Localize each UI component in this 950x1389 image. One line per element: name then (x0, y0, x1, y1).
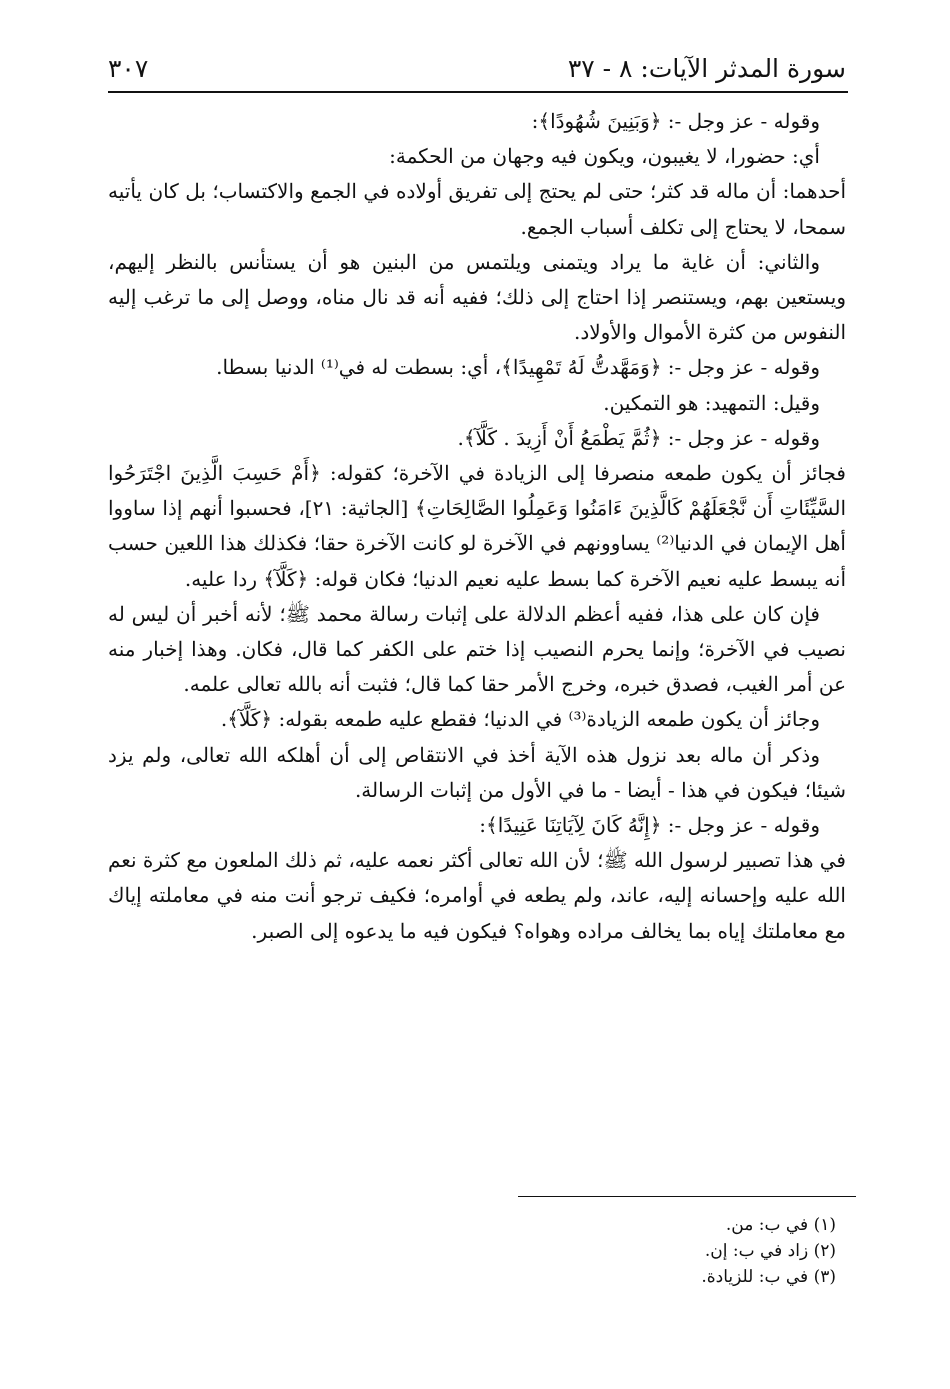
paragraph: وقوله - عز وجل -: ﴿ثُمَّ يَطْمَعُ أَنْ أَزِيدَ . كَلَّآ﴾. (457, 425, 820, 450)
paragraph: وقوله - عز وجل -: ﴿وَبَنِينَ شُهُودًا﴾: (531, 109, 820, 133)
footnote: (٢) زاد في ب: إن. (704, 1241, 836, 1261)
paragraph: وقوله - عز وجل -: ﴿إِنَّهُ كَانَ لِآيَاتِنَا عَنِيدًا﴾: (479, 813, 820, 838)
paragraph: أحدهما: أن ماله قد كثر؛ حتى لم يحتج إلى تفريق أولاده في الجمع والاكتساب؛ بل كان يأتيه سمحا، لا يحتاج إلى تكلف أسباب الجمع. (108, 179, 846, 239)
paragraph: في هذا تصبير لرسول الله ﷺ؛ لأن الله تعالى أكثر نعمه عليه، ثم ذلك الملعون مع كثرة نعم الله عليه وإحسانه إليه، عاند، ولم يطعه في أوامره؛ فكيف ترجو أنت منه في معاملته إياك مع معاملتك إياه بما يخالف مراده وهواه؟ فيكون فيه ما يدعوه إلى الصبر. (108, 848, 846, 943)
paragraph: وذكر أن ماله بعد نزول هذه الآية أخذ في الانتقاص إلى أن أهلكه الله تعالى، ولم يزد شيئا؛ فيكون في هذا - أيضا - ما في الأول من إثبات الرسالة. (108, 742, 846, 802)
footnote: (٣) في ب: للزيادة. (701, 1267, 836, 1287)
footnote: (١) في ب: من. (725, 1215, 836, 1235)
page-header (108, 52, 846, 90)
paragraph: وقوله - عز وجل -: ﴿وَمَهَّدتُّ لَهُ تَمْهِيدًا﴾، أي: بسطت له في⁽¹⁾ الدنيا بسطا. (216, 355, 820, 380)
paragraph: أي: حضورا، لا يغيبون، ويكون فيه وجهان من الحكمة: (389, 144, 820, 169)
running-title: سورة المدثر الآيات: ٨ - ٣٧ (567, 54, 846, 83)
footnotes (108, 1212, 848, 1290)
page-number: ٣٠٧ (108, 54, 149, 83)
paragraph: وقيل: التمهيد: هو التمكين. (603, 390, 820, 415)
footnote-divider (518, 1196, 856, 1197)
header-divider (108, 91, 848, 93)
paragraph: فإن كان على هذا، ففيه أعظم الدلالة على إثبات رسالة محمد ﷺ؛ لأنه أخبر أن ليس له نصيب في الآخرة؛ وإنما يحرم النصيب إذا ختم على الكفر كما قال، فكان. وهذا إخبار منه عن أمر الغيب، فصدق خبره، وخرج الأمر حقا كما قال؛ فثبت أنه بالله تعالى علمه. (108, 601, 846, 697)
paragraph: فجائز أن يكون طمعه منصرفا إلى الزيادة في الآخرة؛ كقوله: ﴿أَمْ حَسِبَ الَّذِينَ اجْتَرَحُوا السَّيِّئَاتِ أَن نَّجْعَلَهُمْ كَالَّذِينَ ءَامَنُوا وَعَمِلُوا الصَّالِحَاتِ﴾ [الجاثية: ٢١]، فحسبوا أنهم إذا ساووا أهل الإيمان في الدنيا⁽²⁾ يساوونهم في الآخرة لو كانت الآخرة حقا؛ فكذلك هذا اللعين حسب أنه يبسط عليه نعيم الآخرة كما بسط عليه نعيم الدنيا؛ فكان قوله: ﴿كَلَّآ﴾ ردا عليه. (108, 461, 846, 591)
paragraph: وجائز أن يكون طمعه الزيادة⁽³⁾ في الدنيا؛ فقطع عليه طمعه بقوله: ﴿كَلَّآ﴾. (220, 707, 820, 732)
main-text (108, 104, 846, 949)
paragraph: والثاني: أن غاية ما يراد ويتمنى ويلتمس من البنين هو أن يستأنس بالنظر إليهم، ويستعين بهم، ويستنصر إذا احتاج إلى ذلك؛ ففيه أنه قد نال مناه، ووصل إلى ما ترغب إليه النفوس من كثرة الأموال والأولاد. (108, 249, 846, 345)
